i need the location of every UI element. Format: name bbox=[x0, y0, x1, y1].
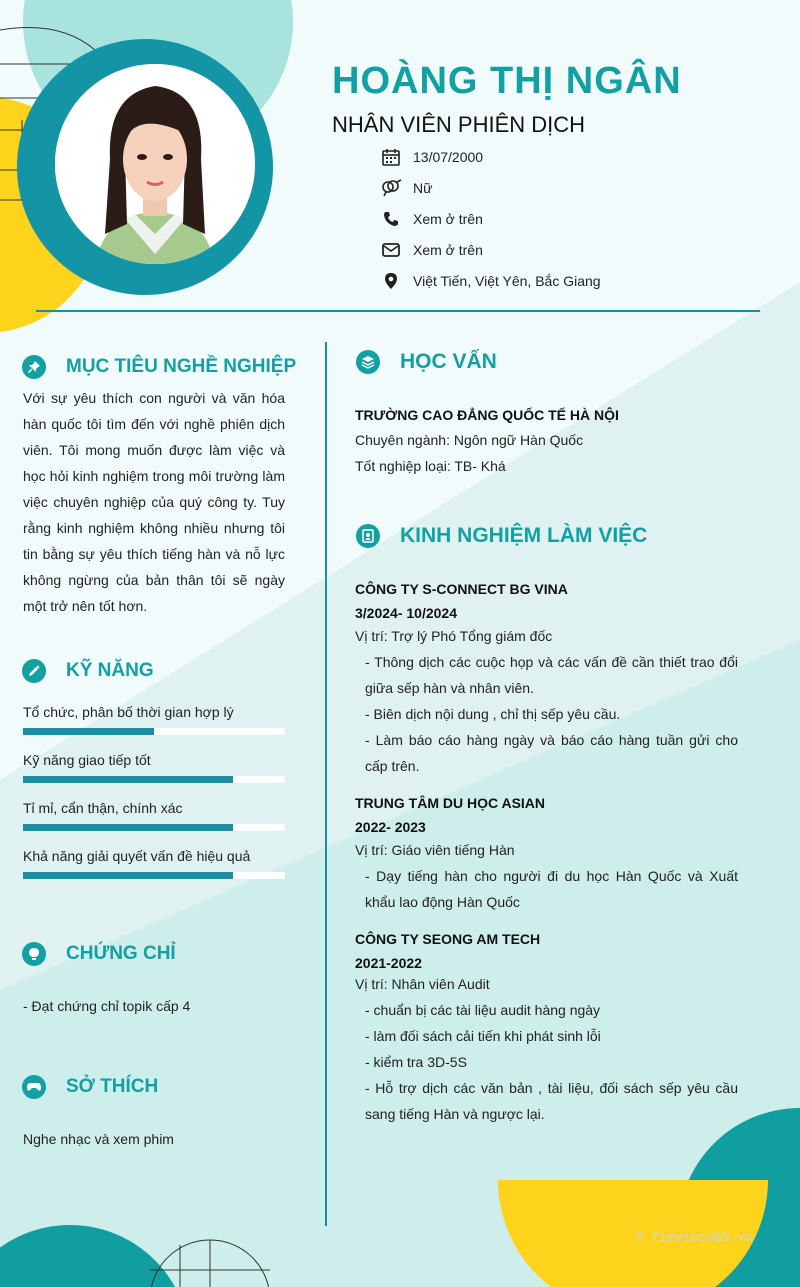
job-position: Vị trí: Nhân viên Audit bbox=[355, 976, 490, 992]
address-text: Việt Tiến, Việt Yên, Bắc Giang bbox=[413, 272, 601, 289]
skill-label: Kỹ năng giao tiếp tốt bbox=[23, 752, 151, 768]
skill-item bbox=[23, 752, 285, 783]
contact-address bbox=[380, 265, 601, 296]
job-entry bbox=[355, 581, 738, 779]
job-duty: - chuẩn bị các tài liệu audit hàng ngày bbox=[365, 1002, 601, 1018]
birthday-text: 13/07/2000 bbox=[413, 148, 484, 165]
certificate-text: - Đạt chứng chỉ topik cấp 4 bbox=[23, 998, 191, 1014]
job-duty: - Dạy tiếng hàn cho người đi du học Hàn Quốc và Xuất khẩu lao động Hàn Quốc bbox=[365, 868, 738, 910]
layers-icon bbox=[356, 350, 380, 374]
gamepad-icon bbox=[22, 1075, 46, 1099]
objective-title: MỤC TIÊU NGHỀ NGHIỆP bbox=[66, 356, 297, 377]
school-name: TRƯỜNG CAO ĐẲNG QUỐC TẾ HÀ NỘI bbox=[355, 407, 619, 423]
skill-bar bbox=[23, 728, 285, 735]
company-name: CÔNG TY SEONG AM TECH bbox=[355, 931, 541, 947]
education-major: Chuyên ngành: Ngôn ngữ Hàn Quốc bbox=[355, 432, 584, 448]
job-entry bbox=[355, 931, 738, 1127]
hobbies-heading bbox=[22, 1075, 158, 1099]
contact-phone bbox=[380, 203, 601, 234]
candidate-name: HOÀNG THỊ NGÂN bbox=[332, 60, 682, 102]
skill-bar-fill bbox=[23, 872, 233, 879]
contact-birthday bbox=[380, 141, 601, 172]
job-entry bbox=[355, 795, 738, 915]
skill-bar-fill bbox=[23, 824, 233, 831]
calendar-icon bbox=[380, 147, 402, 167]
objective-text: Với sự yêu thích con người và văn hóa hàn quốc tôi tìm đến với nghề phiên dịch viên. Tôi mong muốn được làm việc và học hỏi kinh nghiệm trong môi trường làm việc chuyên nghiệp của quý công ty. Tuy rằng kinh nghiệm không nhiều nhưng tôi tin bằng sự yêu thích tiếng hàn và nỗ lực không ngừng của bản thân tôi sẽ ngày một trở nên tốt hơn. bbox=[23, 390, 285, 614]
contact-email bbox=[380, 234, 601, 265]
job-duty: - kiểm tra 3D-5S bbox=[365, 1054, 467, 1070]
gender-icon bbox=[380, 178, 402, 198]
skill-bar-fill bbox=[23, 776, 233, 783]
skill-item bbox=[23, 800, 285, 831]
column-divider bbox=[325, 342, 327, 1226]
job-position: Vị trí: Trợ lý Phó Tổng giám đốc bbox=[355, 628, 553, 644]
pencil-icon bbox=[22, 659, 46, 683]
phone-text: Xem ở trên bbox=[413, 210, 483, 227]
skill-bar bbox=[23, 824, 285, 831]
hobbies-text: Nghe nhạc và xem phim bbox=[23, 1131, 174, 1147]
contact-list bbox=[380, 141, 601, 296]
email-text: Xem ở trên bbox=[413, 241, 483, 258]
skill-bar bbox=[23, 872, 285, 879]
skill-item bbox=[23, 704, 285, 735]
job-period: 3/2024- 10/2024 bbox=[355, 605, 457, 621]
email-icon bbox=[380, 240, 402, 260]
id-card-icon bbox=[356, 524, 380, 548]
job-position: Vị trí: Giáo viên tiếng Hàn bbox=[355, 842, 515, 858]
pin-icon bbox=[22, 355, 46, 379]
header-divider bbox=[36, 310, 760, 312]
skill-bar bbox=[23, 776, 285, 783]
job-duty: - Biên dịch nội dung , chỉ thị sếp yêu cầu. bbox=[365, 706, 621, 722]
job-period: 2021-2022 bbox=[355, 955, 422, 971]
avatar bbox=[55, 64, 255, 264]
company-name: TRUNG TÂM DU HỌC ASIAN bbox=[355, 795, 546, 811]
skill-label: Tổ chức, phân bố thời gian hợp lý bbox=[23, 704, 234, 720]
lightbulb-icon bbox=[22, 942, 46, 966]
skill-label: Khả năng giải quyết vấn đề hiệu quả bbox=[23, 848, 251, 864]
job-title: NHÂN VIÊN PHIÊN DỊCH bbox=[332, 112, 586, 137]
skill-bar-fill bbox=[23, 728, 154, 735]
watermark: © Timviec365.vn bbox=[636, 1230, 754, 1245]
skill-item bbox=[23, 848, 285, 879]
experience-title: KINH NGHIỆM LÀM VIỆC bbox=[400, 524, 648, 547]
phone-icon bbox=[380, 209, 402, 229]
certificates-heading bbox=[22, 942, 176, 966]
education-heading bbox=[356, 350, 497, 374]
contact-gender bbox=[380, 172, 601, 203]
job-duty: - Thông dịch các cuộc họp và các vấn đề cần thiết trao đổi giữa sếp hàn và nhân viên. bbox=[365, 654, 738, 696]
hobbies-title: SỞ THÍCH bbox=[66, 1076, 159, 1097]
gender-text: Nữ bbox=[413, 179, 433, 196]
company-name: CÔNG TY S-CONNECT BG VINA bbox=[355, 581, 568, 597]
job-duty: - làm đối sách cải tiến khi phát sinh lỗi bbox=[365, 1028, 601, 1044]
education-title: HỌC VẤN bbox=[400, 350, 497, 373]
location-icon bbox=[380, 271, 402, 291]
skill-label: Tỉ mỉ, cẩn thận, chính xác bbox=[23, 800, 183, 816]
job-period: 2022- 2023 bbox=[355, 819, 426, 835]
skills-heading bbox=[22, 659, 154, 683]
job-duty: - Hỗ trợ dịch các văn bản , tài liệu, đối sách sếp yêu cầu sang tiếng Hàn và ngược lại. bbox=[365, 1080, 738, 1122]
experience-heading bbox=[356, 524, 647, 548]
objective-heading bbox=[22, 355, 296, 379]
job-duty: - Làm báo cáo hàng ngày và báo cáo hàng tuần gửi cho cấp trên. bbox=[365, 732, 738, 774]
skills-title: KỸ NĂNG bbox=[66, 660, 154, 681]
certificates-title: CHỨNG CHỈ bbox=[66, 943, 176, 964]
education-grade: Tốt nghiệp loại: TB- Khá bbox=[355, 458, 506, 474]
